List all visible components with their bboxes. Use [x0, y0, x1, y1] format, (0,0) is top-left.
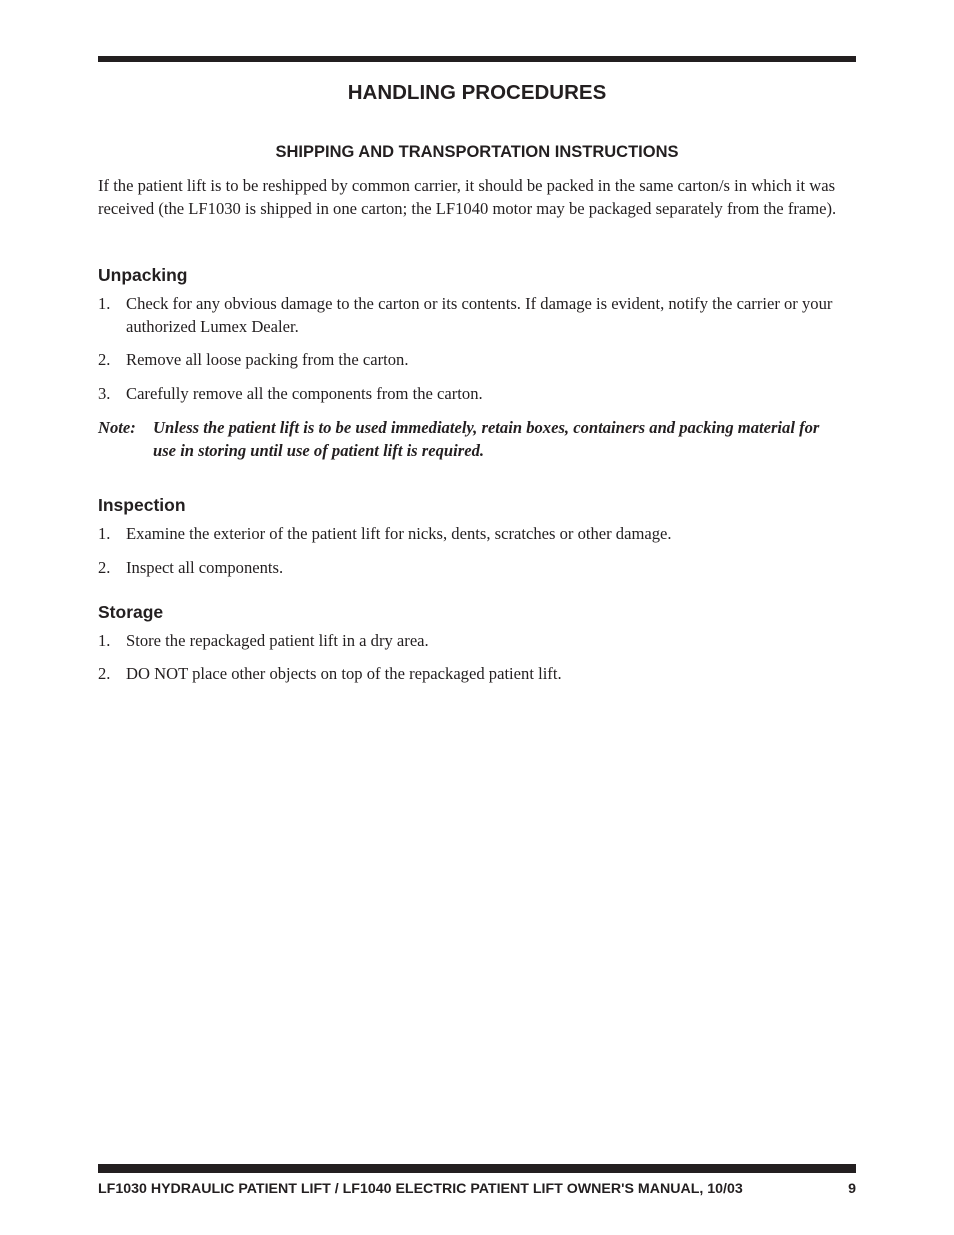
page-number: 9 [848, 1181, 856, 1197]
page-title: HANDLING PROCEDURES [347, 81, 607, 104]
list-item [98, 349, 843, 372]
inspection-heading: Inspection [98, 495, 186, 515]
note-label: Note: [98, 418, 136, 437]
list-text: Remove all loose packing from the carton. [126, 350, 409, 369]
list-item [98, 630, 843, 653]
footer-title: LF1030 HYDRAULIC PATIENT LIFT / LF1040 ELECTRIC PATIENT LIFT OWNER'S MANUAL, 10/03 [98, 1181, 743, 1197]
unpacking-heading: Unpacking [98, 265, 188, 285]
list-text: Examine the exterior of the patient lift for nicks, dents, scratches or other damage. [126, 524, 672, 543]
top-rule [98, 56, 856, 62]
list-item [98, 293, 843, 338]
list-number: 1. [98, 294, 111, 313]
section-title: SHIPPING AND TRANSPORTATION INSTRUCTIONS [275, 143, 679, 161]
note [98, 416, 843, 462]
storage-heading: Storage [98, 602, 164, 622]
bottom-rule [98, 1164, 856, 1173]
list-text: Carefully remove all the components from the carton. [126, 384, 483, 403]
note-text: Unless the patient lift is to be used immediately, retain boxes, containers and packing material for use in storing until use of patient lift is required. [153, 418, 820, 460]
list-number: 3. [98, 384, 111, 403]
list-number: 1. [98, 631, 111, 650]
list-text: DO NOT place other objects on top of the repackaged patient lift. [126, 664, 562, 683]
list-item [98, 383, 843, 406]
list-item [98, 663, 843, 686]
list-number: 2. [98, 664, 111, 683]
list-number: 2. [98, 350, 111, 369]
list-item [98, 523, 843, 546]
intro-paragraph: If the patient lift is to be reshipped by common carrier, it should be packed in the same carton/s in which it was received (the LF1030 is shipped in one carton; the LF1040 motor may be packaged separately from the frame). [98, 176, 837, 218]
list-number: 2. [98, 558, 111, 577]
list-text: Inspect all components. [126, 558, 284, 577]
list-text: Check for any obvious damage to the carton or its contents. If damage is evident, notify the carrier or your authorized Lumex Dealer. [126, 294, 833, 336]
list-item [98, 557, 843, 580]
list-number: 1. [98, 524, 111, 543]
list-text: Store the repackaged patient lift in a dry area. [126, 631, 429, 650]
